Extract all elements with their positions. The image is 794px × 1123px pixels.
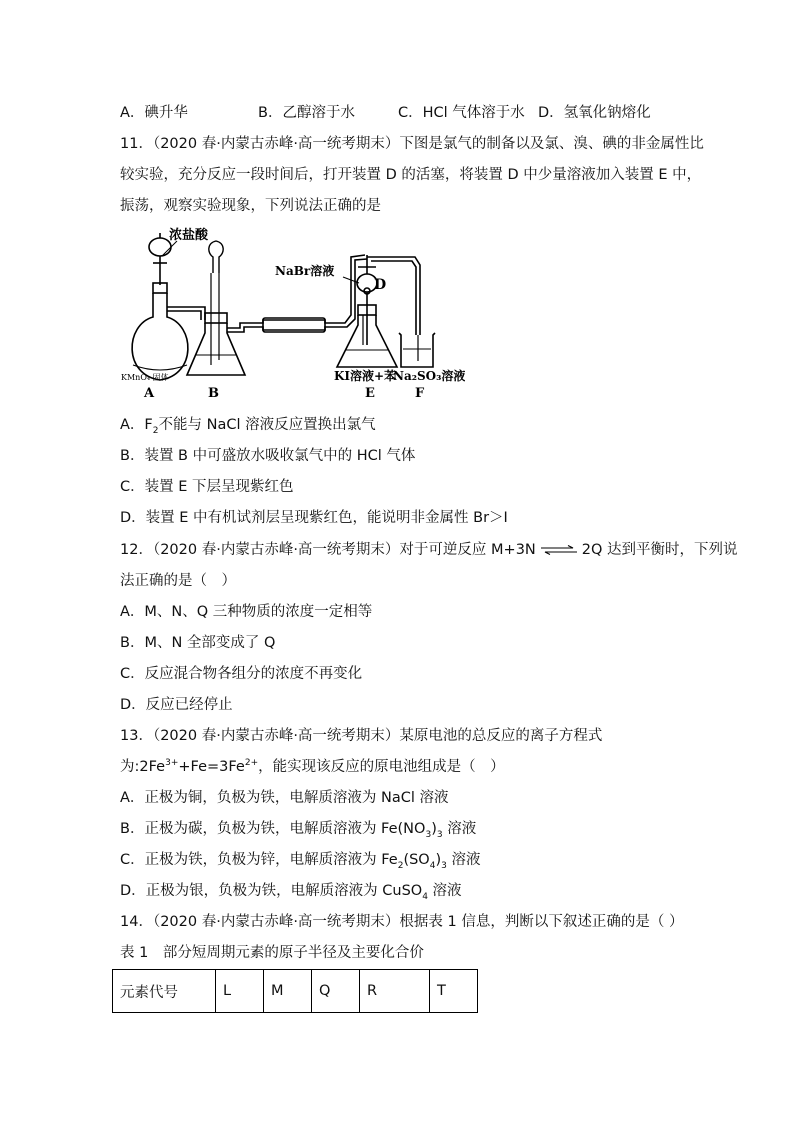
q14-stem: 14．（2020 春·内蒙古赤峰·高一统考期末）根据表 1 信息，判断以下叙述正确的是（ ） [120, 914, 684, 930]
q12-stem-line2: 法正确的是（ ） [120, 573, 236, 589]
label-na2so3: Na₂SO₃溶液 [393, 369, 465, 383]
q13-stem-line2: 为$:2Fe^{3+}+Fe=3Fe^{2+}$，能实现该反应的原电池组成是（ ） [120, 758, 505, 775]
q13-stem-line1: 13．（2020 春·内蒙古赤峰·高一统考期末）某原电池的总反应的离子方程式 [120, 728, 603, 744]
table-cell-q: Q [312, 970, 360, 1013]
q13-option-d: D．正极为银，负极为铁，电解质溶液为 CuSO$_4$ 溶液 [120, 883, 462, 902]
label-a: A [144, 386, 155, 400]
q11-option-a: A．$F_2$不能与 NaCl 溶液反应置换出氯气 [120, 417, 376, 436]
q10-options [120, 103, 651, 123]
chlorine-apparatus-figure [115, 225, 465, 400]
q12-option-c: C．反应混合物各组分的浓度不再变化 [120, 666, 363, 682]
q12-stem-line1: 12．（2020 春·内蒙古赤峰·高一统考期末）对于可逆反应 M+3N 2Q 达到平衡时，下列说 [120, 542, 738, 558]
element-table [112, 969, 478, 1013]
tube-e-f [367, 257, 420, 335]
q13-option-a: A．正极为铜，负极为铁，电解质溶液为 NaCl 溶液 [120, 790, 449, 806]
q11-stem-line1: 11．（2020 春·内蒙古赤峰·高一统考期末）下图是氯气的制备以及氯、溴、碘的非金属性比 [120, 136, 704, 152]
q11-option-b: B．装置 B 中可盛放水吸收氯气中的 HCl 气体 [120, 448, 416, 464]
beaker-f [399, 333, 435, 367]
q10-option-c: C．HCl 气体溶于水 [398, 105, 525, 121]
q10-option-b: B．乙醇溶于水 [258, 105, 355, 121]
funnel-d [357, 255, 377, 345]
flask-b [187, 241, 245, 375]
label-hcl: 浓盐酸 [169, 228, 209, 243]
label-e: E [365, 386, 375, 400]
label-nabr: NaBr溶液 [275, 264, 335, 278]
q13-option-c: C．正极为铁，负极为锌，电解质溶液为 $Fe_2(SO_4)_3$ 溶液 [120, 852, 481, 871]
q12-option-a: A．M、N、Q 三种物质的浓度一定相等 [120, 604, 373, 620]
q12-option-d: D．反应已经停止 [120, 697, 233, 713]
label-kmno4: KMnO₄ 固体 [121, 373, 169, 382]
q13-option-b: B．正极为碳，负极为铁，电解质溶液为 $Fe(NO_3)_3$ 溶液 [120, 821, 477, 840]
q10-option-a: A．碘升华 [120, 105, 188, 121]
table-cell-header: 元素代号 [113, 970, 216, 1013]
q11-stem-line2: 较实验，充分反应一段时间后，打开装置 D 的活塞，将装置 D 中少量溶液加入装置 E 中， [120, 167, 702, 183]
table-cell-l: L [216, 970, 264, 1013]
label-b: B [208, 386, 219, 400]
tube-a-b [167, 307, 205, 320]
label-f: F [415, 386, 425, 400]
q11-stem-line3: 振荡，观察实验现象，下列说法正确的是 [120, 198, 381, 214]
q10-option-d: D．氢氧化钠熔化 [538, 105, 651, 121]
label-ki: KI溶液+苯 [334, 369, 397, 383]
table-cell-t: T [430, 970, 478, 1013]
table-caption: 表 1 部分短周期元素的原子半径及主要化合价 [120, 945, 424, 961]
equilibrium-arrow-icon [540, 545, 578, 555]
table-cell-r: R [360, 970, 430, 1013]
q11-option-d: D．装置 E 中有机试剂层呈现紫红色，能说明非金属性 Br＞I [120, 510, 508, 526]
q12-option-b: B．M、N 全部变成了 Q [120, 635, 276, 651]
q11-option-c: C．装置 E 下层呈现紫红色 [120, 479, 294, 495]
label-d: D [374, 277, 387, 293]
table-row [113, 970, 478, 1013]
table-cell-m: M [264, 970, 312, 1013]
